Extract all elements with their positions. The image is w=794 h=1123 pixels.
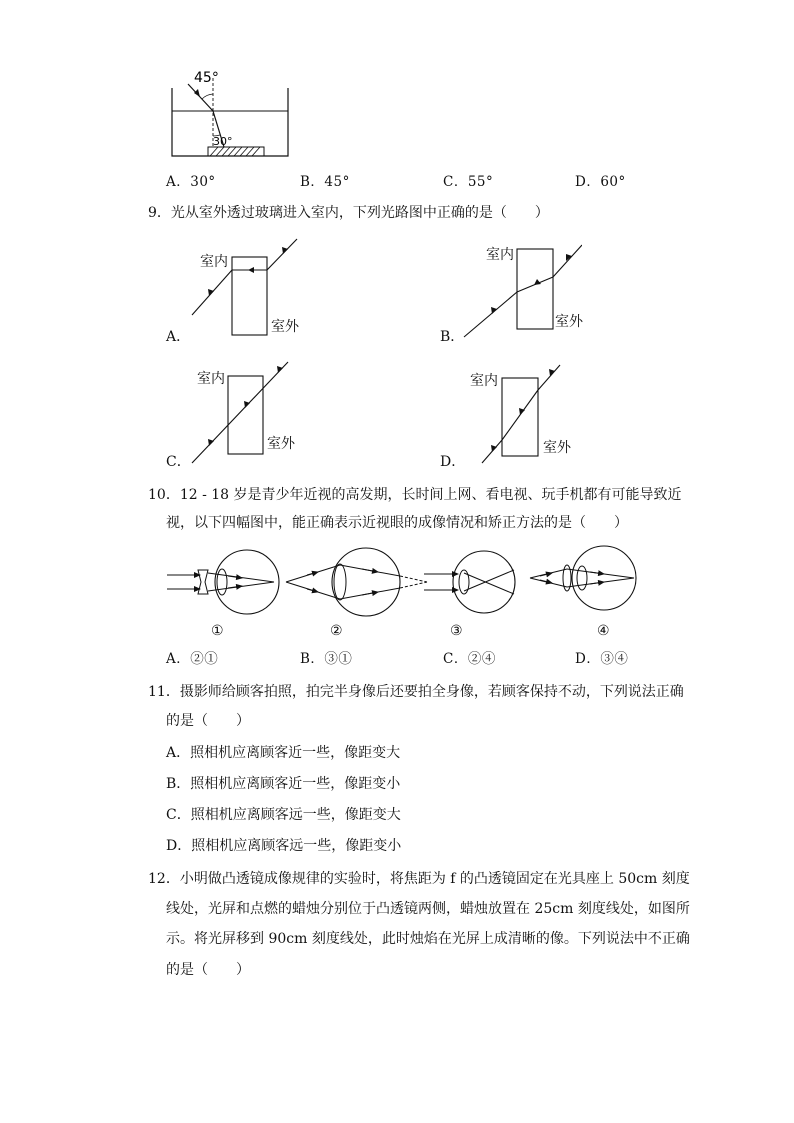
q9-d-indoor-label: 室内 xyxy=(470,373,498,389)
q10-fig-label-1: ① xyxy=(211,623,224,639)
q10-option-a: A．②① xyxy=(166,651,219,667)
eye-figure-4 xyxy=(530,546,636,610)
eye-figure-1 xyxy=(167,550,279,614)
q10-fig-label-3: ③ xyxy=(450,623,463,639)
q9-a-indoor-label: 室内 xyxy=(200,254,228,270)
q10-eye-figures xyxy=(162,540,642,640)
q12-stem-line3: 示。将光屏移到 90cm 刻度线处，此时烛焰在光屏上成清晰的像。下列说法中不正确 xyxy=(166,931,690,947)
q9-b-letter: B． xyxy=(440,329,465,345)
q11-option-d: D．照相机应离顾客远一些，像距变小 xyxy=(166,838,402,854)
q10-option-b: B．③① xyxy=(300,651,353,667)
q8-option-c: C．55° xyxy=(443,174,494,190)
q8-option-b: B．45° xyxy=(300,174,350,190)
q11-option-a: A．照相机应离顾客近一些，像距变大 xyxy=(166,745,401,761)
q8-option-a: A．30° xyxy=(166,174,216,190)
q9-stem: 9．光从室外透过玻璃进入室内，下列光路图中正确的是（ ） xyxy=(148,205,549,221)
q9-b-outdoor-label: 室外 xyxy=(555,314,583,330)
q8-option-d: D．60° xyxy=(575,174,626,190)
q9-a-letter: A． xyxy=(166,329,191,345)
q9-d-letter: D． xyxy=(440,454,466,470)
q12-stem-line1: 12．小明做凸透镜成像规律的实验时，将焦距为 f 的凸透镜固定在光具座上 50cm 刻度 xyxy=(148,871,690,887)
q11-option-c: C．照相机应离顾客远一些，像距变大 xyxy=(166,807,401,823)
q10-option-c: C．②④ xyxy=(443,651,496,667)
q10-stem-line2: 视，以下四幅图中，能正确表示近视眼的成像情况和矫正方法的是（ ） xyxy=(166,515,628,531)
q9-c-indoor-label: 室内 xyxy=(197,371,225,387)
q8-figure xyxy=(160,66,300,164)
q9-b-indoor-label: 室内 xyxy=(486,247,514,263)
q10-fig-label-2: ② xyxy=(330,623,343,639)
q9-c-letter: C． xyxy=(166,454,191,470)
q8-angle-bottom-label: 30° xyxy=(213,135,233,148)
q10-fig-label-4: ④ xyxy=(597,623,610,639)
q12-stem-line2: 线处，光屏和点燃的蜡烛分别位于凸透镜两侧，蜡烛放置在 25cm 刻度线处，如图所 xyxy=(166,901,690,917)
q8-angle-top-label: 45° xyxy=(194,70,219,86)
q11-option-b: B．照相机应离顾客近一些，像距变小 xyxy=(166,776,401,792)
q10-option-d: D．③④ xyxy=(575,651,629,667)
q9-c-outdoor-label: 室外 xyxy=(267,436,295,452)
q12-stem-line4: 的是（ ） xyxy=(166,962,250,978)
eye-figure-2 xyxy=(286,548,427,616)
q11-stem-line1: 11．摄影师给顾客拍照，拍完半身像后还要拍全身像，若顾客保持不动，下列说法正确 xyxy=(148,684,684,700)
q9-a-outdoor-label: 室外 xyxy=(271,319,299,335)
q9-d-outdoor-label: 室外 xyxy=(543,440,571,456)
q10-stem-line1: 10．12 - 18 岁是青少年近视的高发期，长时间上网、看电视、玩手机都有可能导致近 xyxy=(148,487,682,503)
eye-figure-3 xyxy=(424,551,515,613)
q11-stem-line2: 的是（ ） xyxy=(166,713,250,729)
